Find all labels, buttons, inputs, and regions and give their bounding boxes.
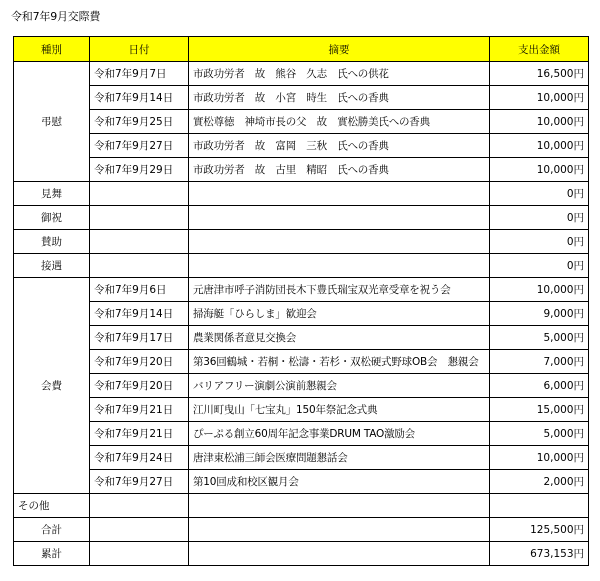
amount-cell: 10,000円 — [490, 446, 589, 470]
date-cell: 令和7年9月6日 — [90, 278, 189, 302]
date-cell: 令和7年9月21日 — [90, 398, 189, 422]
table-row — [14, 398, 589, 422]
header-summary: 摘要 — [189, 37, 490, 62]
date-cell: 令和7年9月7日 — [90, 62, 189, 86]
table-row — [14, 326, 589, 350]
summary-cell — [189, 206, 490, 230]
total-amount: 125,500円 — [490, 518, 589, 542]
date-cell: 令和7年9月20日 — [90, 350, 189, 374]
date-cell: 令和7年9月24日 — [90, 446, 189, 470]
empty-cell — [189, 518, 490, 542]
empty-cell — [189, 542, 490, 566]
amount-cell: 0円 — [490, 206, 589, 230]
category-cell: 見舞 — [14, 182, 90, 206]
date-cell — [90, 254, 189, 278]
header-category: 種別 — [14, 37, 90, 62]
table-row — [14, 446, 589, 470]
table-row — [14, 422, 589, 446]
summary-cell: 第10回成和校区観月会 — [189, 470, 490, 494]
date-cell: 令和7年9月27日 — [90, 134, 189, 158]
summary-cell — [189, 230, 490, 254]
header-amount: 支出金額 — [490, 37, 589, 62]
summary-cell: 唐津東松浦三師会医療問題懇話会 — [189, 446, 490, 470]
date-cell: 令和7年9月14日 — [90, 86, 189, 110]
table-row — [14, 254, 589, 278]
summary-cell: バリアフリー演劇公演前懇親会 — [189, 374, 490, 398]
amount-cell: 10,000円 — [490, 134, 589, 158]
summary-cell: 農業関係者意見交換会 — [189, 326, 490, 350]
amount-cell: 16,500円 — [490, 62, 589, 86]
amount-cell: 6,000円 — [490, 374, 589, 398]
table-row — [14, 110, 589, 134]
table-row — [14, 494, 589, 518]
table-row — [14, 278, 589, 302]
amount-cell: 10,000円 — [490, 86, 589, 110]
date-cell: 令和7年9月29日 — [90, 158, 189, 182]
total-label: 累計 — [14, 542, 90, 566]
summary-cell: 實松尊徳 神埼市長の父 故 實松勝美氏への香典 — [189, 110, 490, 134]
table-row — [14, 134, 589, 158]
summary-cell: 掃海艇「ひらしま」歓迎会 — [189, 302, 490, 326]
amount-cell: 10,000円 — [490, 110, 589, 134]
expense-table — [13, 36, 589, 566]
table-row — [14, 86, 589, 110]
amount-cell: 10,000円 — [490, 158, 589, 182]
date-cell — [90, 182, 189, 206]
date-cell: 令和7年9月21日 — [90, 422, 189, 446]
summary-cell: 第36回鶴城・若桐・松濤・若杉・双松硬式野球OB会 懇親会 — [189, 350, 490, 374]
category-cell: その他 — [14, 494, 90, 518]
amount-cell: 5,000円 — [490, 422, 589, 446]
summary-cell — [189, 494, 490, 518]
summary-cell: 市政功労者 故 熊谷 久志 氏への供花 — [189, 62, 490, 86]
amount-cell: 5,000円 — [490, 326, 589, 350]
amount-cell: 0円 — [490, 230, 589, 254]
summary-cell — [189, 182, 490, 206]
table-row — [14, 302, 589, 326]
category-cell: 御祝 — [14, 206, 90, 230]
table-row — [14, 182, 589, 206]
date-cell: 令和7年9月14日 — [90, 302, 189, 326]
category-cell: 賛助 — [14, 230, 90, 254]
amount-cell: 2,000円 — [490, 470, 589, 494]
amount-cell: 15,000円 — [490, 398, 589, 422]
amount-cell: 0円 — [490, 182, 589, 206]
table-row — [14, 158, 589, 182]
table-header-row — [14, 37, 589, 62]
category-cell: 会費 — [14, 278, 90, 494]
table-body — [14, 62, 589, 566]
summary-cell: 市政功労者 故 小宮 時生 氏への香典 — [189, 86, 490, 110]
total-row — [14, 542, 589, 566]
empty-cell — [90, 542, 189, 566]
date-cell — [90, 494, 189, 518]
date-cell: 令和7年9月27日 — [90, 470, 189, 494]
amount-cell — [490, 494, 589, 518]
table-row — [14, 374, 589, 398]
date-cell: 令和7年9月25日 — [90, 110, 189, 134]
amount-cell: 9,000円 — [490, 302, 589, 326]
table-row — [14, 206, 589, 230]
date-cell: 令和7年9月17日 — [90, 326, 189, 350]
amount-cell: 7,000円 — [490, 350, 589, 374]
table-row — [14, 62, 589, 86]
amount-cell: 10,000円 — [490, 278, 589, 302]
summary-cell: 江川町曳山「七宝丸」150年祭記念式典 — [189, 398, 490, 422]
table-row — [14, 470, 589, 494]
category-cell: 弔慰 — [14, 62, 90, 182]
total-label: 合計 — [14, 518, 90, 542]
summary-cell: ぴーぷる創立60周年記念事業DRUM TAO激励会 — [189, 422, 490, 446]
amount-cell: 0円 — [490, 254, 589, 278]
date-cell — [90, 206, 189, 230]
page-title: 令和7年9月交際費 — [11, 10, 101, 23]
date-cell — [90, 230, 189, 254]
total-row — [14, 518, 589, 542]
header-date: 日付 — [90, 37, 189, 62]
total-amount: 673,153円 — [490, 542, 589, 566]
table-row — [14, 230, 589, 254]
empty-cell — [90, 518, 189, 542]
summary-cell: 元唐津市呼子消防団長木下豊氏瑞宝双光章受章を祝う会 — [189, 278, 490, 302]
category-cell: 接遇 — [14, 254, 90, 278]
date-cell: 令和7年9月20日 — [90, 374, 189, 398]
table-row — [14, 350, 589, 374]
summary-cell: 市政功労者 故 富岡 三秋 氏への香典 — [189, 134, 490, 158]
summary-cell: 市政功労者 故 古里 精昭 氏への香典 — [189, 158, 490, 182]
summary-cell — [189, 254, 490, 278]
